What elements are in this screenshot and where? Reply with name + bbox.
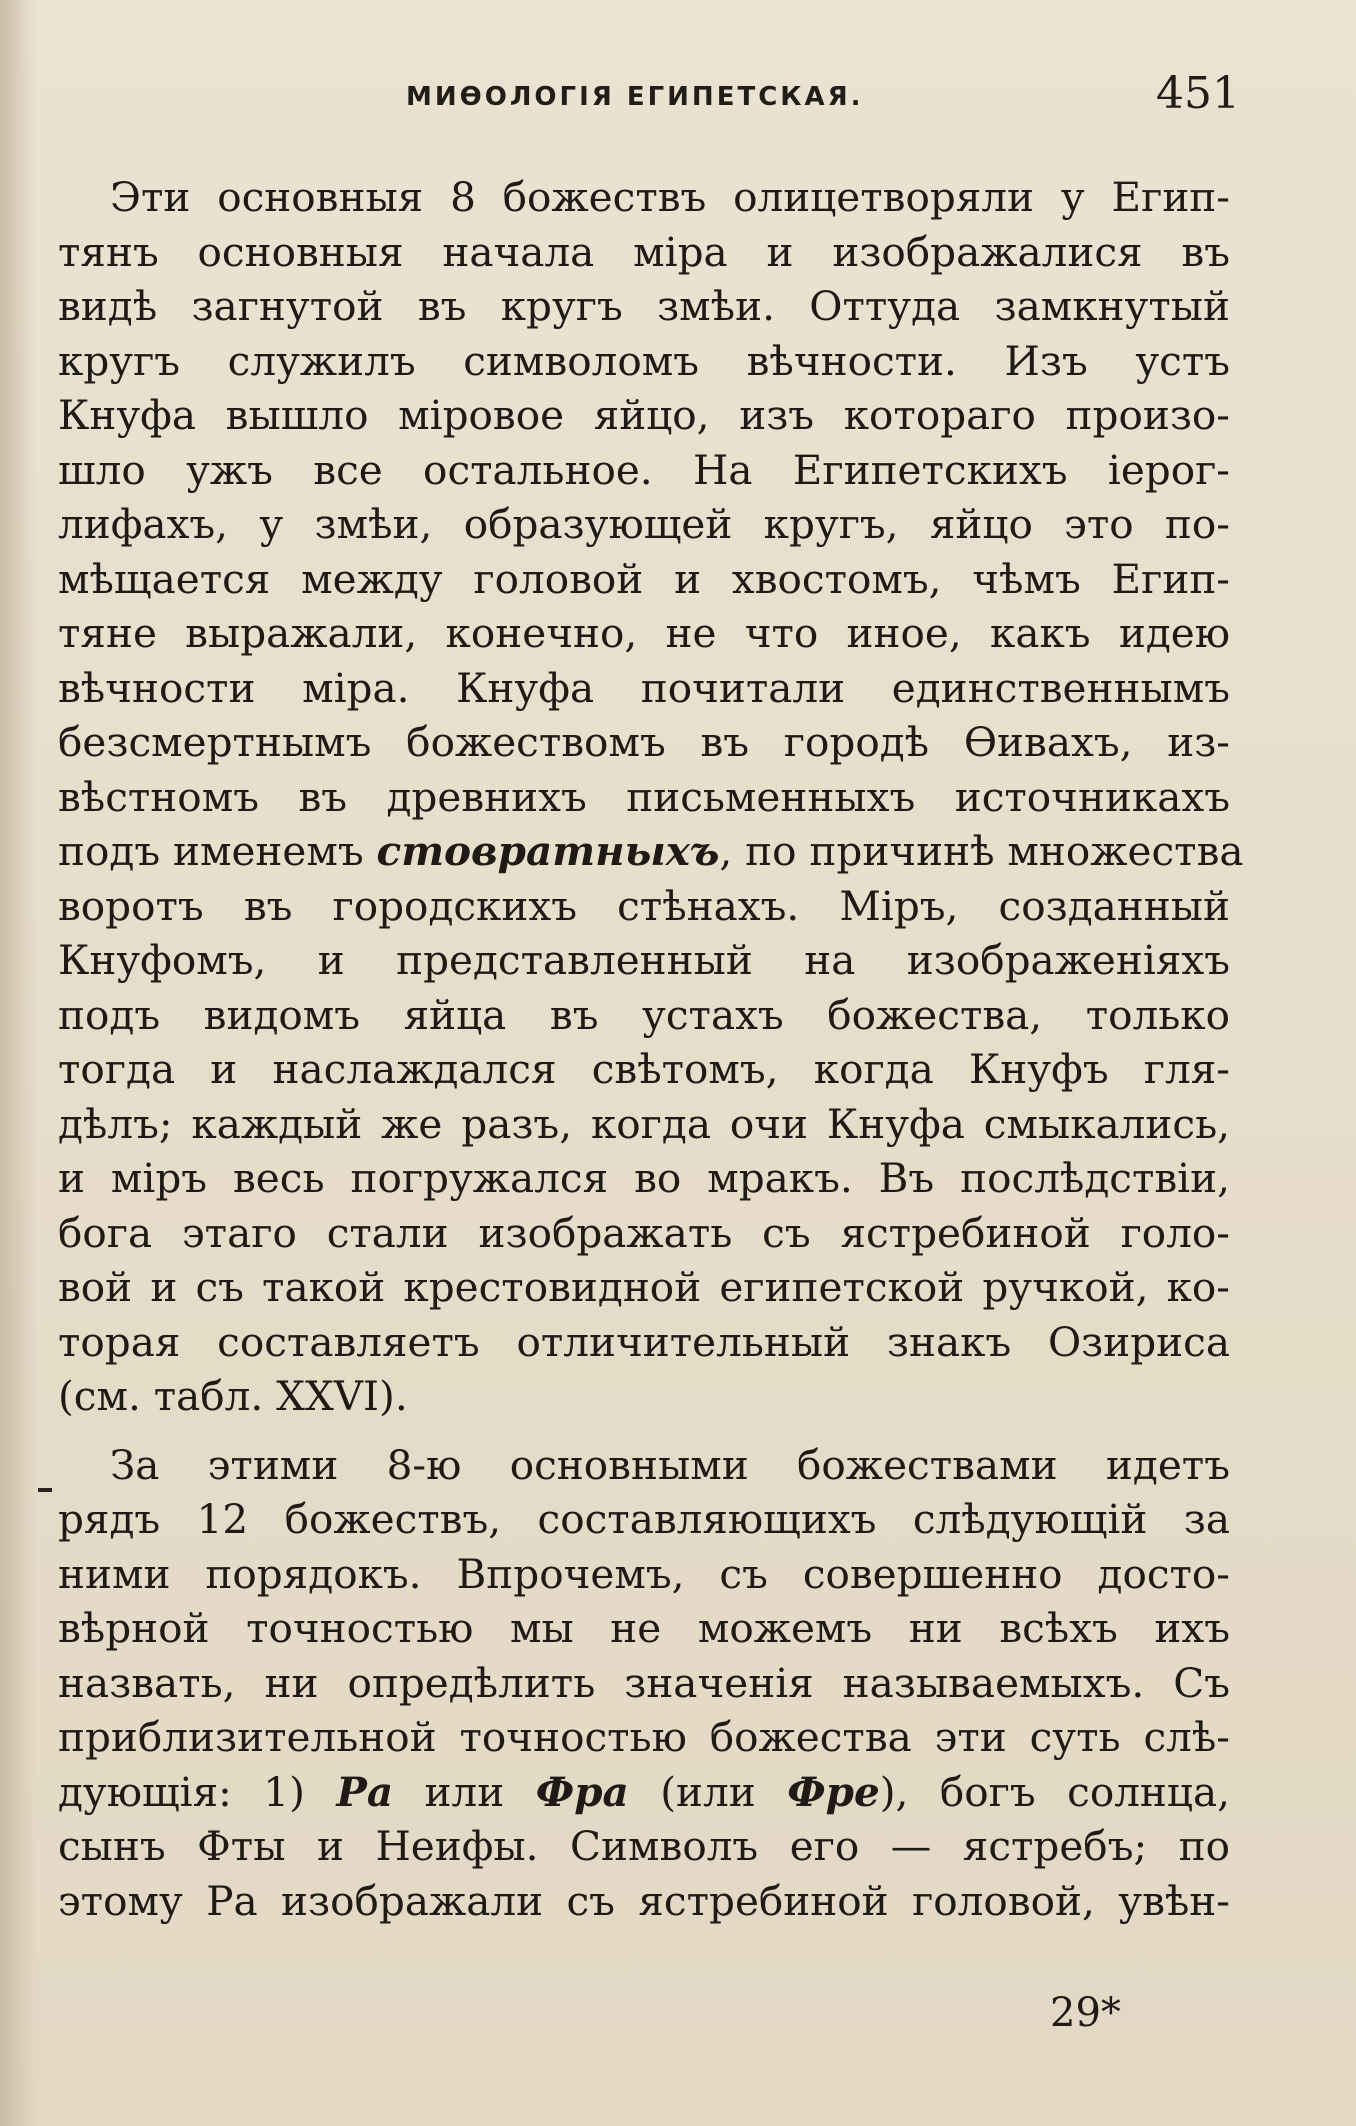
- text-line: рядъ 12 божествъ, составляющихъ слѣдующій за: [58, 1495, 1230, 1543]
- text-line: приблизительной точностью божества эти суть слѣ-: [58, 1713, 1230, 1761]
- italic-term: Ра: [336, 1767, 394, 1816]
- text-run: (или: [628, 1767, 788, 1816]
- page-header: [56, 68, 1300, 128]
- text-line: тяне выражали, конечно, не что иное, какъ идею: [58, 609, 1230, 657]
- text-line: За этими 8-ю основными божествами идетъ: [110, 1440, 1230, 1489]
- text-line: видѣ загнутой въ кругъ змѣи. Оттуда замкнутый: [58, 282, 1230, 330]
- text-line: Кнуфа вышло міровое яйцо, изъ котораго произо-: [58, 391, 1230, 439]
- text-line: шло ужъ все остальное. На Египетскихъ іерог-: [58, 445, 1230, 494]
- text-line: лифахъ, у змѣи, образующей кругъ, яйцо это по-: [58, 500, 1230, 548]
- text-run: дующія: 1): [58, 1767, 337, 1816]
- text-line: и міръ весь погружался во мракъ. Въ послѣдствіи,: [58, 1154, 1230, 1202]
- text-line: тянъ основныя начала міра и изображалися въ: [58, 227, 1230, 276]
- text-line: вѣрной точностью мы не можемъ ни всѣхъ ихъ: [58, 1604, 1230, 1652]
- page-edge-shadow: [0, 0, 36, 2126]
- running-head: МИѲОЛОГІЯ ЕГИПЕТСКАЯ.: [406, 82, 864, 112]
- text-line: подъ видомъ яйца въ устахъ божества, только: [58, 990, 1230, 1039]
- text-line: вѣчности міра. Кнуфа почитали единственнымъ: [58, 663, 1230, 712]
- text-line: назвать, ни опредѣлить значенія называемыхъ. Съ: [58, 1658, 1230, 1707]
- text-line: [58, 824, 1244, 879]
- text-line: вой и съ такой крестовидной египетской ручкой, ко-: [58, 1263, 1230, 1311]
- italic-term: Фра: [535, 1767, 629, 1816]
- text-line: ними порядокъ. Впрочемъ, съ совершенно досто-: [58, 1549, 1230, 1598]
- text-line: бога этаго стали изображать съ ястребиной голо-: [58, 1208, 1230, 1257]
- text-line: (см. табл. XXVI).: [58, 1372, 408, 1420]
- text-run: ), богъ солнца,: [879, 1767, 1230, 1816]
- text-line: этому Ра изображали съ ястребиной головой, увѣн-: [58, 1876, 1230, 1925]
- text-line: торая составляетъ отличительный знакъ Озириса: [58, 1317, 1230, 1366]
- signature-mark: 29*: [1050, 1990, 1121, 2036]
- text-run: подъ именемъ: [58, 827, 377, 875]
- text-line: [58, 1765, 1230, 1820]
- text-line: вѣстномъ въ древнихъ письменныхъ источникахъ: [58, 772, 1230, 821]
- text-run: или: [393, 1767, 536, 1816]
- text-line: дѣлъ; каждый же разъ, когда очи Кнуфа смыкались,: [58, 1099, 1230, 1148]
- paragraph-gap: [58, 1424, 1230, 1438]
- text-line: Кнуфомъ, и представленный на изображеніяхъ: [58, 936, 1230, 984]
- text-run: , по причинѣ множества: [719, 827, 1244, 875]
- text-line: воротъ въ городскихъ стѣнахъ. Міръ, созданный: [58, 881, 1230, 930]
- text-line: безсмертнымъ божествомъ въ городѣ Ѳивахъ, из-: [58, 718, 1230, 766]
- page-number: 451: [1156, 68, 1240, 119]
- italic-term: Фре: [787, 1767, 880, 1816]
- body-text: [58, 170, 1244, 1928]
- text-line: мѣщается между головой и хвостомъ, чѣмъ Егип-: [58, 554, 1230, 603]
- italic-term: стовратныхъ: [376, 827, 720, 875]
- margin-mark: [38, 1488, 52, 1492]
- text-line: Эти основныя 8 божествъ олицетворяли у Егип-: [110, 173, 1230, 221]
- text-line: кругъ служилъ символомъ вѣчности. Изъ устъ: [58, 336, 1230, 385]
- text-line: тогда и наслаждался свѣтомъ, когда Кнуфъ гля-: [58, 1045, 1230, 1093]
- text-line: сынъ Фты и Неифы. Символъ его — ястребъ; по: [58, 1822, 1230, 1870]
